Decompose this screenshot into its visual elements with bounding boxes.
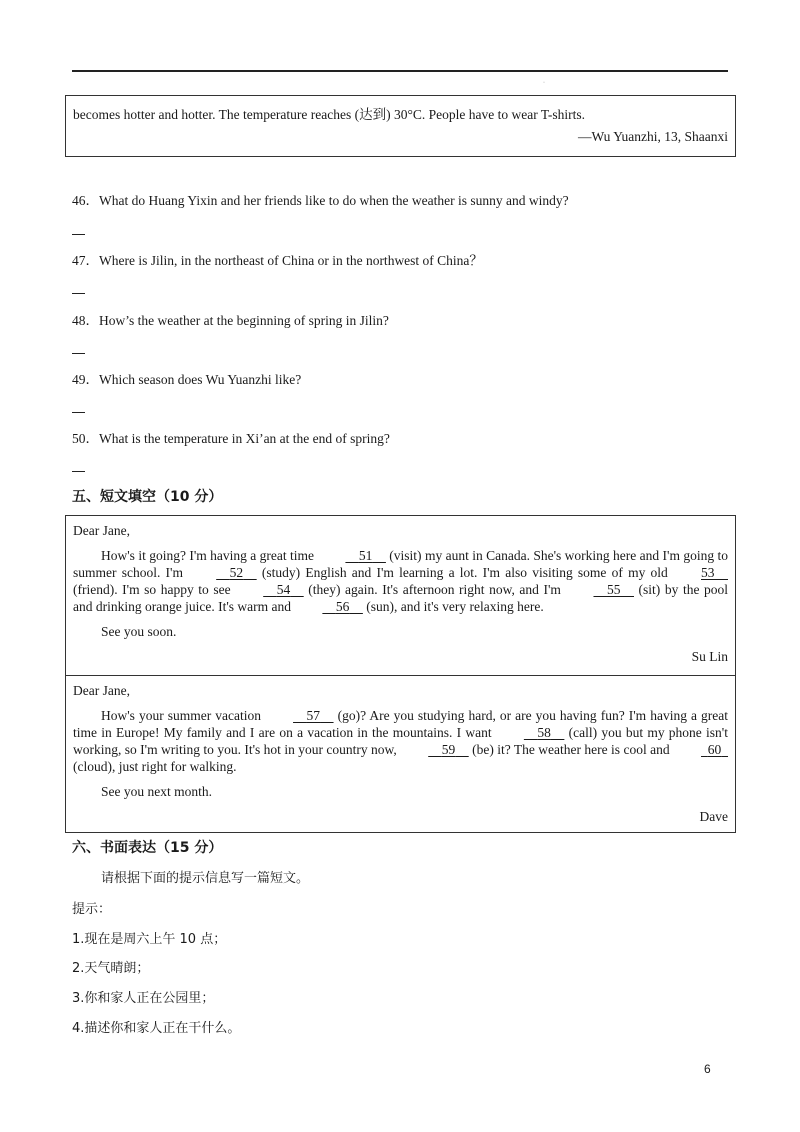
blank-number: 54 (276, 582, 291, 597)
blank-number: 51 (358, 548, 373, 563)
header-dot: · (543, 80, 545, 86)
writing-instruction: 请根据下面的提示信息写一篇短文。 (101, 871, 310, 886)
section-5-heading: 五、短文填空（10 分） (72, 489, 223, 505)
page-number: 6 (704, 1062, 711, 1076)
question-text: How’s the weather at the beginning of spring in Jilin? (99, 313, 389, 328)
question-text: Where is Jilin, in the northeast of China or in the northwest of China？ (99, 253, 483, 268)
text-segment: How's your summer vacation (101, 708, 266, 723)
question-text: What is the temperature in Xi’an at the end of spring? (99, 431, 390, 446)
letter-signature: Su Lin (691, 649, 728, 664)
answer-line-47[interactable] (72, 293, 85, 294)
answer-line-46[interactable] (72, 234, 85, 235)
text-segment: (cloud), just right for walking. (73, 759, 237, 774)
text-segment: (visit) my aunt in Canada. She's working here and I'm going to summer school. I'm (73, 548, 728, 580)
blank-number: 60 (707, 742, 722, 757)
hint-item: 3.你和家人正在公园里； (72, 991, 215, 1006)
letter-closing: See you next month. (101, 784, 212, 799)
blank-number: 52 (229, 565, 244, 580)
section-6-heading: 六、书面表达（15 分） (72, 840, 223, 856)
blank-number: 53 (701, 565, 715, 580)
letter-dave (65, 676, 736, 833)
answer-line-49[interactable] (72, 412, 85, 413)
answer-line-48[interactable] (72, 353, 85, 354)
blank-51[interactable] (317, 547, 386, 564)
question-text: Which season does Wu Yuanzhi like? (99, 372, 302, 387)
passage-last-line: becomes hotter and hotter. The temperature reaches (达到) 30°C. People have to wear T-shirts. (73, 107, 585, 122)
passage-author: —Wu Yuanzhi, 13, Shaanxi (577, 129, 728, 144)
letter-greeting: Dear Jane, (73, 683, 130, 698)
blank-number: 58 (537, 725, 551, 740)
question-48 (72, 309, 389, 329)
blank-53[interactable] (673, 564, 728, 581)
text-segment: (sit) by the pool and drinking orange juice. It's warm and (73, 582, 729, 614)
blank-54[interactable] (235, 581, 304, 598)
blank-56[interactable] (294, 598, 363, 615)
hint-item: 1.现在是周六上午 10 点； (72, 932, 227, 947)
question-49 (72, 368, 301, 388)
answer-line-50[interactable] (72, 471, 85, 472)
passage-box (65, 95, 736, 157)
blank-number: 55 (606, 582, 621, 597)
question-47 (72, 249, 483, 269)
blank-number: 56 (335, 599, 350, 614)
text-segment: (go)? Are you studying hard, or are you having fun? I'm having a great time in Europe! My family and I are on a vacation in the mountains. I want (73, 708, 728, 740)
blank-55[interactable] (565, 581, 634, 598)
blank-52[interactable] (188, 564, 257, 581)
question-number: 50． (72, 431, 99, 446)
letter-su-lin (65, 515, 736, 676)
blank-number: 59 (441, 742, 456, 757)
blank-60[interactable] (673, 741, 728, 758)
header-rule (72, 70, 728, 72)
blank-58[interactable] (496, 724, 565, 741)
question-number: 46． (72, 193, 99, 208)
text-segment: (study) English and I'm learning a lot. I'm also visiting some of my old (256, 565, 673, 580)
blank-57[interactable] (265, 707, 334, 724)
letter-signature: Dave (699, 809, 728, 824)
hint-label: 提示： (72, 902, 112, 917)
text-segment: (friend). I'm so happy to see (73, 582, 236, 597)
blank-59[interactable] (400, 741, 469, 758)
question-number: 48． (72, 313, 99, 328)
letter-greeting: Dear Jane, (73, 523, 130, 538)
question-number: 49． (72, 372, 99, 387)
hint-item: 2.天气晴朗； (72, 961, 150, 976)
question-46 (72, 189, 569, 209)
letter-body (73, 707, 728, 775)
letter-body (73, 547, 728, 615)
question-number: 47． (72, 253, 99, 268)
text-segment: (be) it? The weather here is cool and (468, 742, 674, 757)
hint-item: 4.描述你和家人正在干什么。 (72, 1021, 241, 1036)
question-50 (72, 427, 390, 447)
text-segment: (call) you but my phone isn't working, so I'm writing to you. It's hot in your country now, (73, 725, 728, 757)
blank-number: 57 (306, 708, 321, 723)
letter-closing: See you soon. (101, 624, 177, 639)
text-segment: How's it going? I'm having a great time (101, 548, 318, 563)
question-text: What do Huang Yixin and her friends like to do when the weather is sunny and windy? (99, 193, 569, 208)
text-segment: (they) again. It's afternoon right now, and I'm (303, 582, 566, 597)
text-segment: (sun), and it's very relaxing here. (362, 599, 544, 614)
